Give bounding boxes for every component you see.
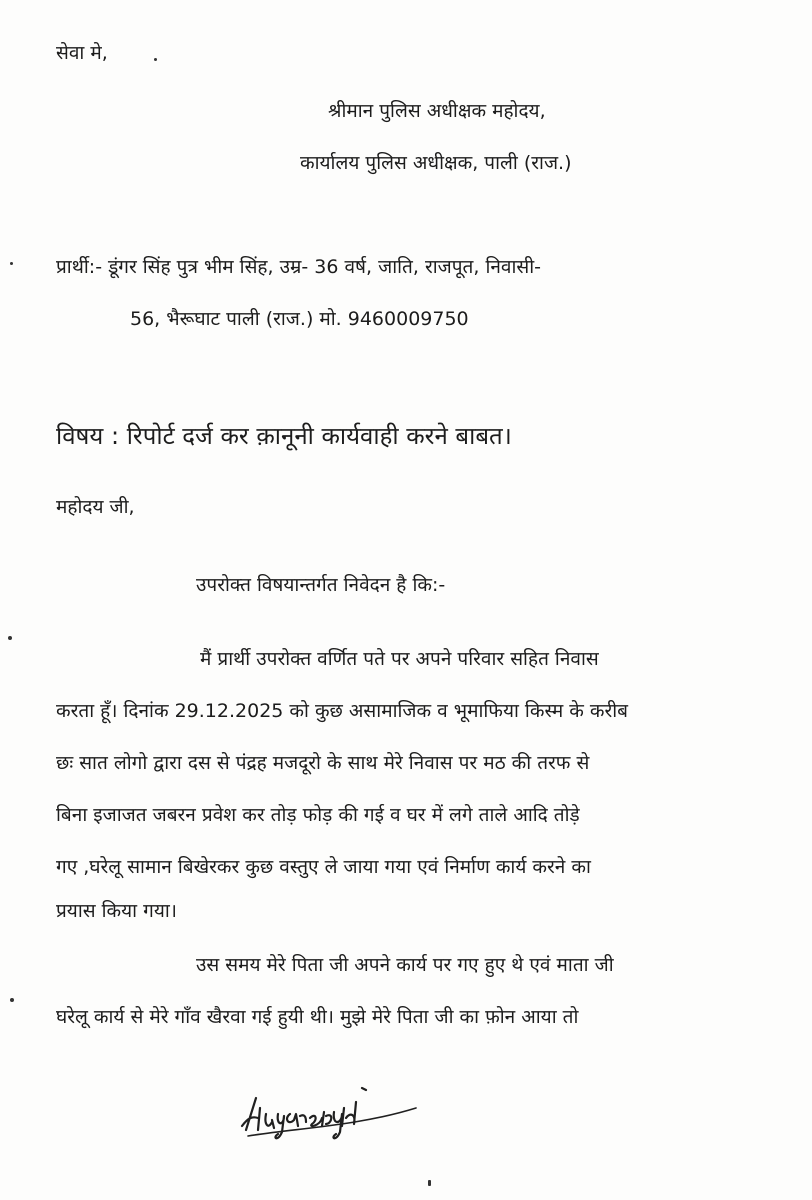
- paragraph1-line-4: बिना इजाजत जबरन प्रवेश कर तोड़ फोड़ की गई व घर में लगे ताले आदि तोड़े: [56, 804, 580, 826]
- applicant-line-1: प्रार्थी:- डूंगर सिंह पुत्र भीम सिंह, उम्र- 36 वर्ष, जाति, राजपूत, निवासी-: [56, 256, 542, 278]
- speck: [8, 636, 12, 640]
- paragraph1-line-1: मैं प्रार्थी उपरोक्त वर्णित पते पर अपने परिवार सहित निवास: [200, 648, 599, 670]
- subject-line: विषय : रिपोर्ट दर्ज कर क़ानूनी कार्यवाही करने बाबत।: [56, 422, 512, 450]
- recipient-line-1: श्रीमान पुलिस अधीक्षक महोदय,: [328, 100, 546, 122]
- salutation-to: सेवा मे,: [56, 42, 108, 64]
- greeting: महोदय जी,: [56, 496, 135, 518]
- handwritten-signature: [238, 1068, 428, 1148]
- speck: [428, 1180, 431, 1186]
- paragraph1-line-2: करता हूँ। दिनांक 29.12.2025 को कुछ असामाजिक व भूमाफिया किस्म के करीब: [56, 700, 628, 722]
- speck: [154, 58, 157, 61]
- speck: [10, 262, 13, 265]
- intro-line: उपरोक्त विषयान्तर्गत निवेदन है कि:-: [196, 574, 446, 596]
- speck: [10, 998, 14, 1002]
- paragraph2-line-2: घरेलू कार्य से मेरे गाँव खैरवा गई हुयी थी। मुझे मेरे पिता जी का फ़ोन आया तो: [56, 1006, 579, 1028]
- paragraph1-line-5: गए ,घरेलू सामान बिखेरकर कुछ वस्तुए ले जाया गया एवं निर्माण कार्य करने का: [56, 856, 591, 878]
- recipient-line-2: कार्यालय पुलिस अधीक्षक, पाली (राज.): [300, 152, 572, 174]
- paragraph1-line-3: छः सात लोगो द्वारा दस से पंद्रह मजदूरो के साथ मेरे निवास पर मठ की तरफ से: [56, 752, 590, 774]
- applicant-line-2: 56, भैरूघाट पाली (राज.) मो. 9460009750: [130, 308, 469, 330]
- paragraph2-line-1: उस समय मेरे पिता जी अपने कार्य पर गए हुए थे एवं माता जी: [196, 954, 614, 976]
- paragraph1-line-6: प्रयास किया गया।: [56, 900, 177, 922]
